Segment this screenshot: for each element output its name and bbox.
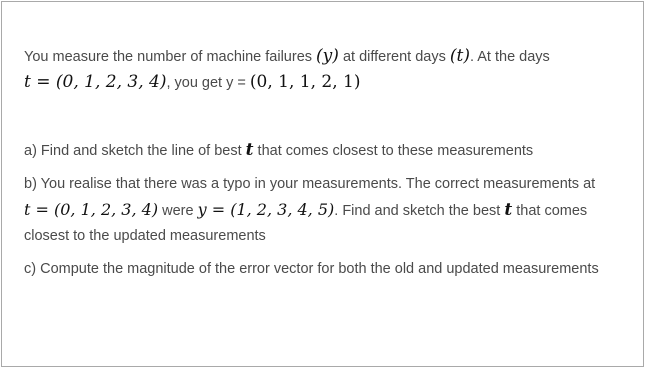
intro-math-y-values: (0, 1, 1, 2, 1): [249, 72, 361, 92]
intro-text-4: , you get y =: [166, 75, 250, 91]
question-panel: [1, 1, 644, 367]
part-b-paragraph: [24, 172, 623, 249]
part-a-text-2: that comes closest to these measurements: [253, 143, 534, 159]
part-b-text-1: b) You realise that there was a typo in your measurements. The correct measurements at: [24, 176, 596, 192]
part-b-text-3: . Find and sketch the best: [334, 203, 505, 219]
intro-math-t: (t): [449, 46, 470, 66]
part-b-text-2: were: [158, 203, 198, 219]
intro-text-2: at different days: [338, 49, 450, 65]
part-b-math-y-values: y = (1, 2, 3, 4, 5): [197, 200, 335, 219]
part-c-text-1: c) Compute the magnitude of the error vector for both the old and updated measurements: [24, 261, 599, 277]
intro-math-t-values: t = (0, 1, 2, 3, 4): [24, 72, 167, 92]
part-b-math-t: t: [504, 200, 513, 220]
question-text: [24, 44, 623, 290]
part-a-paragraph: [24, 138, 623, 164]
intro-paragraph: [24, 44, 623, 96]
part-c-paragraph: [24, 257, 623, 282]
part-a-math-t: t: [245, 140, 254, 160]
part-a-text-1: a) Find and sketch the line of best: [24, 143, 246, 159]
part-b-math-t-values: t = (0, 1, 2, 3, 4): [24, 200, 159, 219]
intro-text-1: You measure the number of machine failures: [24, 49, 317, 65]
part-b-text-4: that comes closest to the updated measurements: [24, 203, 588, 244]
intro-text-3: . At the days: [470, 49, 550, 65]
intro-math-y: (y): [316, 46, 339, 66]
